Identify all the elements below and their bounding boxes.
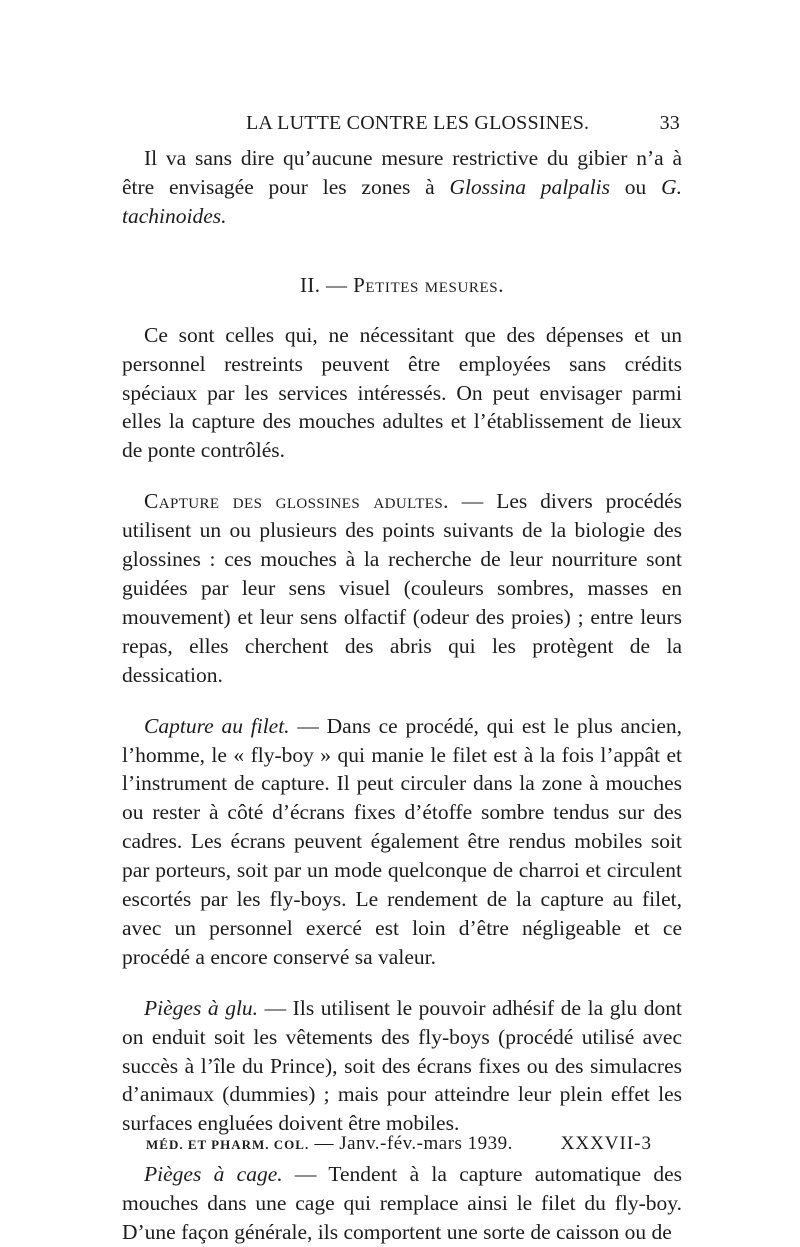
footer-date: — Janv.-fév.-mars 1939. [309,1133,513,1154]
page-footer [146,1133,652,1161]
section-numeral: II. — [299,272,354,297]
capture-filet-heading: Capture au filet. [144,713,290,738]
pieges-cage-text: — Tendent à la capture automatique des mouches dans une cage qui remplace ainsi le filet du fly-boy. D’une façon générale, ils comportent une sorte de caisson ou de [122,1162,682,1245]
capture-adultes-text: — Les divers procédés utilisent un ou plusieurs des points suivants de la biologie des glossines : ces mouches à la recherche de leur nourriture sont guidées par leur sens visuel (couleurs sombres, masses en mouvement) et leur sens olfactif (odeur des proies) ; entre leurs repas, elles cherchent des abris qui les protègent de la dessication. [122,489,683,687]
paragraph-petites-mesures: Ce sont celles qui, ne nécessitant que des dépenses et un personnel restreints peuvent être employées sans crédits spéciaux par les services intéressés. On peut envisager parmi elles la capture des mouches adultes et l’établissement de lieux de ponte contrôlés. [122,322,682,463]
pieges-glu-heading: Pièges à glu. [144,995,259,1020]
paragraph-capture-filet [122,712,682,972]
pieges-cage-heading: Pièges à cage. [144,1162,283,1187]
paragraph-pieges-glu [122,994,682,1139]
intro-paragraph [122,144,682,231]
capture-filet-text: — Dans ce procédé, qui est le plus ancien, l’homme, le « fly-boy » qui manie le filet est à la fois l’appât et l’instrument de capture. Il peut circuler dans la zone à mouches ou rester à côté d’écrans fixes d’étoffe sombre tendus sur des cadres. Les écrans peuvent également être rendus mobiles soit par porteurs, soit par un mode quelconque de charroi et circulent escortés par les fly-boys. Le rendement de la capture au filet, avec un personnel exercé est loin d’être négligeable et ce procédé a encore conservé sa valeur. [122,713,682,969]
intro-text-2: ou [610,174,662,199]
page-number: 33 [659,112,680,134]
section-heading [122,271,682,299]
capture-adultes-heading: Capture des glossines adultes. [144,489,449,514]
intro-species-2: G. tachinoides. [122,174,682,228]
intro-species-1: Glossina palpalis [449,174,611,199]
paragraph-pieges-cage [122,1160,682,1247]
running-head [122,112,682,144]
footer-signature: XXXVII-3 [560,1133,652,1154]
section-title: Petites mesures. [353,272,505,297]
pieges-glu-text: — Ils utilisent le pouvoir adhésif de la glu dont on enduit soit les vêtements des fly-boys (procédé utilisé avec succès à l’île du Prince), soit des écrans fixes ou des simulacres d’animaux (dummies) ; mais pour atteindre leur plein effet les surfaces engluées doivent être mobiles. [122,995,682,1136]
paragraph-capture-adultes [122,487,682,689]
footer-journal-name: MÉD. ET PHARM. COL. [146,1137,310,1152]
running-head-title: LA LUTTE CONTRE LES GLOSSINES. [246,112,590,134]
page-body [122,112,682,1247]
intro-text-1: Il va sans dire qu’aucune mesure restrictive du gibier n’a à être envisagée pour les zones à [122,146,682,199]
footer-journal [146,1133,513,1155]
